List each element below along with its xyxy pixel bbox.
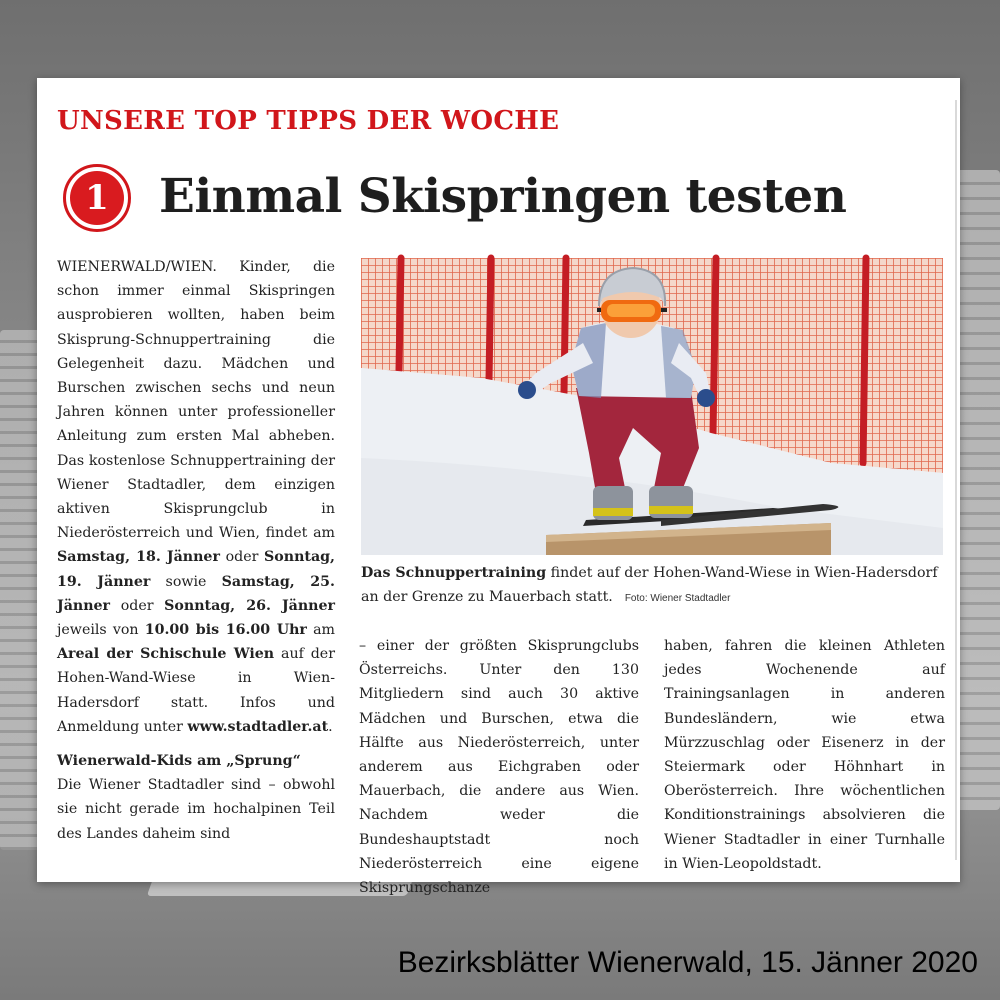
- article-column-middle: – einer der größten Skisprungclubs Österreichs. Unter den 130 Mitgliedern sind auch 30 aktive Mädchen und Burschen, etwa die Hälfte aus Niederösterreich, unter anderem aus Eichgraben oder Mauerbach, die andere aus Wien. Nachdem weder die Bundeshauptstadt noch Niederösterreich eine eigene Skisprungschanze: [359, 638, 639, 897]
- newspaper-stack-right: [954, 170, 1000, 810]
- lead-paragraph: WIENERWALD/WIEN. Kinder, die schon immer einmal Skispringen ausprobieren wollten, haben beim Skisprung-Schnuppertraining die Gelegenheit dazu. Mädchen und Burschen zwischen sechs und neun Jahren können unter professioneller Anleitung zum ersten Mal abheben. Das kostenlose Schnuppertraining der Wiener Stadtadler, dem einzigen aktiven Skisprungclub in Niederösterreich und Wien, findet am Samstag, 18. Jänner oder Sonntag, 19. Jänner sowie Samstag, 25. Jänner oder Sonntag, 26. Jänner jeweils von 10.00 bis 16.00 Uhr am Areal der Schischule Wien auf der Hohen-Wand-Wiese in Wien-Hadersdorf statt. Infos und Anmeldung unter www.stadtadler.at.: [57, 259, 336, 735]
- tip-number: 1: [70, 171, 124, 225]
- tip-number-badge: [63, 164, 131, 232]
- newspaper-clipping: [37, 78, 960, 897]
- source-citation: Bezirksblätter Wienerwald, 15. Jänner 2020: [397, 946, 978, 979]
- subheading: Wienerwald-Kids am „Sprung“: [57, 753, 301, 770]
- ski-jump-photo: [361, 258, 943, 555]
- article-column-right: haben, fahren die kleinen Athleten jedes Wochenende auf Trainingsanlagen in anderen Bundesländern, wie etwa Mürzzuschlag oder Eisenerz in der Steiermark oder Höhnhart in Oberösterreich. Ihre wöchentlichen Konditionstrainings absolvieren die Wiener Stadtadler in einer Turnhalle in Wien-Leopoldstadt.: [664, 638, 945, 872]
- website-link: www.stadtadler.at: [187, 718, 329, 735]
- photo-credit: Foto: Wiener Stadtadler: [624, 593, 731, 604]
- headline: Einmal Skispringen testen: [159, 169, 847, 224]
- section-kicker: UNSERE TOP TIPPS DER WOCHE: [57, 106, 560, 136]
- article-column-left: [57, 255, 335, 846]
- column-rule: [955, 100, 957, 860]
- body-paragraph: Die Wiener Stadtadler sind – obwohl sie nicht gerade im hochalpinen Teil des Landes daheim sind: [57, 777, 335, 842]
- photo-caption: Das Schnuppertraining findet auf der Hohen-Wand-Wiese in Wien-Hadersdorf an der Grenze zu Mauerbach statt. Foto: Wiener Stadtadler: [361, 565, 938, 605]
